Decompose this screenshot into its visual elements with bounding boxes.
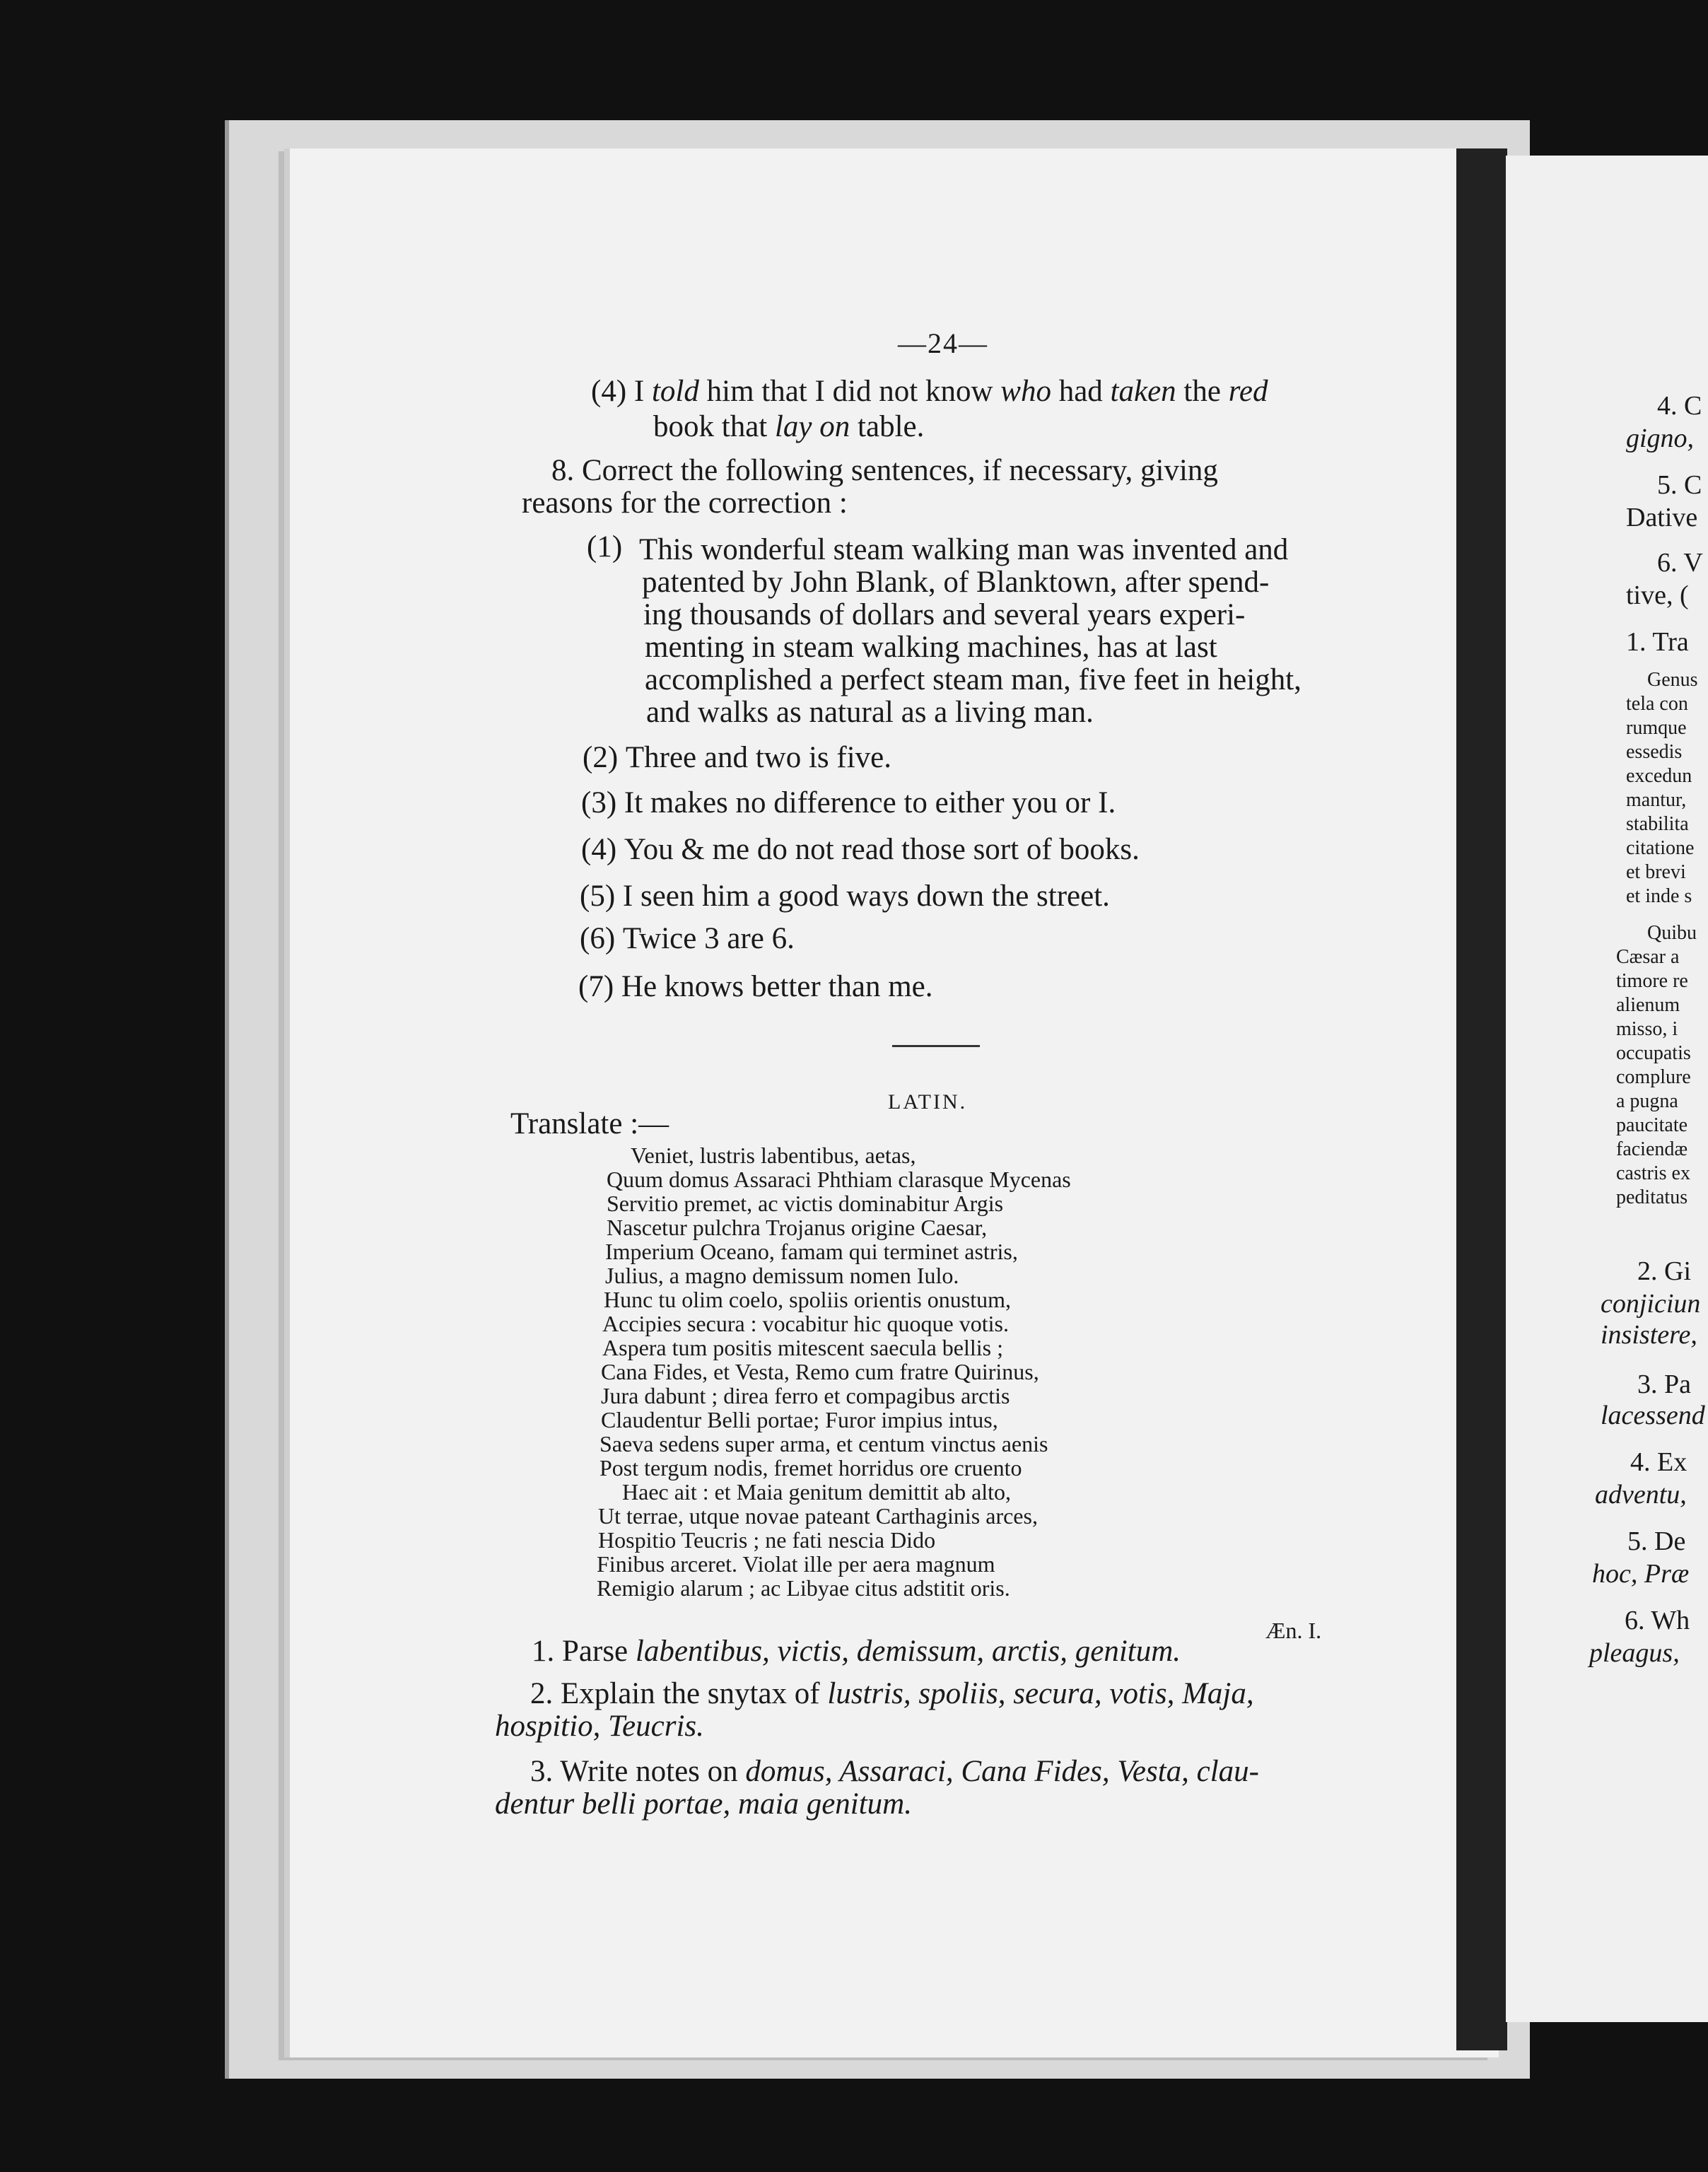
right-q3-b: lacessend [1601, 1401, 1705, 1430]
q8-item2: (2) Three and two is five. [583, 741, 892, 774]
right-q5-b: Dative [1626, 503, 1698, 532]
verse-line: Aspera tum positis mitescent saecula bellis ; [602, 1335, 1003, 1360]
verse-line: Claudentur Belli portae; Furor impius intus, [601, 1407, 998, 1432]
right-passage2-line: occupatis [1616, 1042, 1691, 1064]
right-q6-b: tive, ( [1626, 580, 1689, 610]
right-passage1-line: et brevi [1626, 861, 1686, 883]
verse-line: Nascetur pulchra Trojanus origine Caesar, [607, 1215, 988, 1240]
right-passage2-line: complure [1616, 1066, 1691, 1088]
verse-line: Accipies secura : vocabitur hic quoque votis. [602, 1311, 1009, 1336]
right-q6-a: 6. V [1657, 548, 1703, 578]
right-q4-a: 4. C [1657, 391, 1702, 421]
verse-line: Julius, a magno demissum nomen Iulo. [605, 1263, 959, 1288]
right-passage2-line: alienum [1616, 994, 1680, 1016]
right-passage1-line: mantur, [1626, 789, 1687, 811]
verse-line: Hospitio Teucris ; ne fati nescia Dido [598, 1527, 936, 1553]
right-passage2-line: peditatus [1616, 1186, 1688, 1208]
right-passage1-line: rumque [1626, 717, 1687, 739]
right-passage1-line: essedis [1626, 741, 1683, 763]
right-q3-a: 3. Pa [1637, 1370, 1691, 1399]
verse-line: Saeva sedens super arma, et centum vinctus aenis [599, 1431, 1048, 1456]
right-q5b-a: 5. De [1627, 1526, 1686, 1556]
q8-item6: (6) Twice 3 are 6. [580, 922, 795, 955]
latin-q3-line2: dentur belli portae, maia genitum. [495, 1787, 912, 1821]
latin-q2-line2: hospitio, Teucris. [495, 1710, 704, 1743]
q7-item4-line2: book that lay on table. [653, 410, 925, 443]
right-q5b-b: hoc, Præ [1592, 1559, 1690, 1589]
latin-q1: 1. Parse labentibus, victis, demissum, arctis, genitum. [532, 1635, 1181, 1668]
q8-item1-line: ing thousands of dollars and several years experi- [643, 598, 1246, 631]
book-gutter [1456, 148, 1507, 2050]
translate-label: Translate :— [510, 1107, 669, 1140]
right-passage1-line: et inde s [1626, 885, 1692, 907]
right-passage1-line: citatione [1626, 837, 1695, 859]
right-passage2-line: paucitate [1616, 1114, 1688, 1136]
right-passage1-line: excedun [1626, 765, 1692, 787]
right-passage2-line: a pugna [1616, 1090, 1678, 1112]
latin-q2-line1: 2. Explain the snytax of lustris, spoliis, secura, votis, Maja, [530, 1677, 1254, 1710]
q8-item5: (5) I seen him a good ways down the street. [580, 880, 1110, 913]
right-q4b-a: 4. Ex [1630, 1447, 1687, 1477]
q8-item1-line: accomplished a perfect steam man, five feet in height, [645, 663, 1302, 696]
q8-item1-line: This wonderful steam walking man was invented and [639, 533, 1289, 566]
verse-line: Ut terrae, utque novae pateant Carthaginis arces, [598, 1503, 1038, 1529]
right-q1: 1. Tra [1626, 627, 1689, 657]
latin-heading: LATIN. [888, 1090, 968, 1114]
latin-q3-line1: 3. Write notes on domus, Assaraci, Cana Fides, Vesta, clau- [530, 1755, 1259, 1788]
page-number: —24— [898, 327, 988, 359]
q8-item3: (3) It makes no difference to either you or I. [581, 786, 1116, 819]
verse-line: Servitio premet, ac victis dominabitur Argis [607, 1191, 1004, 1216]
verse-line: Cana Fides, et Vesta, Remo cum fratre Quirinus, [601, 1359, 1039, 1384]
q8-item1-line: and walks as natural as a living man. [646, 696, 1094, 729]
right-passage1-line: Genus [1647, 669, 1698, 691]
q8-item1-line: patented by John Blank, of Blanktown, after spend- [642, 566, 1270, 599]
right-passage2-line: timore re [1616, 970, 1688, 992]
right-q4b-b: adventu, [1595, 1480, 1687, 1510]
right-passage2-line: castris ex [1616, 1162, 1690, 1184]
verse-line: Quum domus Assaraci Phthiam clarasque Mycenas [607, 1167, 1071, 1192]
verse-line: Imperium Oceano, famam qui terminet astris, [605, 1239, 1018, 1264]
verse-line: Finibus arceret. Violat ille per aera magnum [597, 1551, 995, 1577]
right-q6b-b: pleagus, [1589, 1638, 1680, 1668]
verse-line: Jura dabunt ; direa ferro et compagibus arctis [601, 1383, 1010, 1408]
right-passage2-line: faciendæ [1616, 1138, 1688, 1160]
right-passage2-line: Quibu [1647, 922, 1697, 944]
verse-line: Post tergum nodis, fremet horridus ore cruento [599, 1455, 1022, 1481]
verse-line: Veniet, lustris labentibus, aetas, [631, 1143, 916, 1168]
right-q2-b: conjiciun [1601, 1289, 1701, 1319]
right-q2-c: insistere, [1601, 1320, 1697, 1350]
verse-line: Remigio alarum ; ac Libyae citus adstitit oris. [597, 1575, 1010, 1601]
right-passage1-line: tela con [1626, 693, 1688, 715]
right-passage2-line: Cæsar a [1616, 946, 1680, 968]
q8-line1: 8. Correct the following sentences, if necessary, giving [551, 454, 1218, 487]
q8-item4: (4) You & me do not read those sort of books. [581, 833, 1140, 866]
q8-line2: reasons for the correction : [522, 486, 848, 520]
verse-line: Hunc tu olim coelo, spoliis orientis onustum, [604, 1287, 1011, 1312]
q8-item1-line: menting in steam walking machines, has at last [645, 631, 1217, 664]
right-passage1-line: stabilita [1626, 813, 1689, 835]
q8-item1-num: (1) [587, 530, 623, 564]
right-q6b-a: 6. Wh [1625, 1606, 1690, 1635]
right-passage2-line: misso, i [1616, 1018, 1678, 1040]
q7-item4-line1: (4) I told him that I did not know who had taken the red [591, 375, 1268, 408]
right-q4-b: gigno, [1626, 424, 1695, 453]
section-divider [892, 1045, 980, 1047]
verse-line: Haec ait : et Maia genitum demittit ab alto, [622, 1479, 1012, 1505]
right-q2-a: 2. Gi [1637, 1256, 1691, 1286]
source-citation: Æn. I. [1265, 1618, 1322, 1643]
right-q5-a: 5. C [1657, 470, 1702, 500]
q8-item7: (7) He knows better than me. [578, 970, 933, 1003]
